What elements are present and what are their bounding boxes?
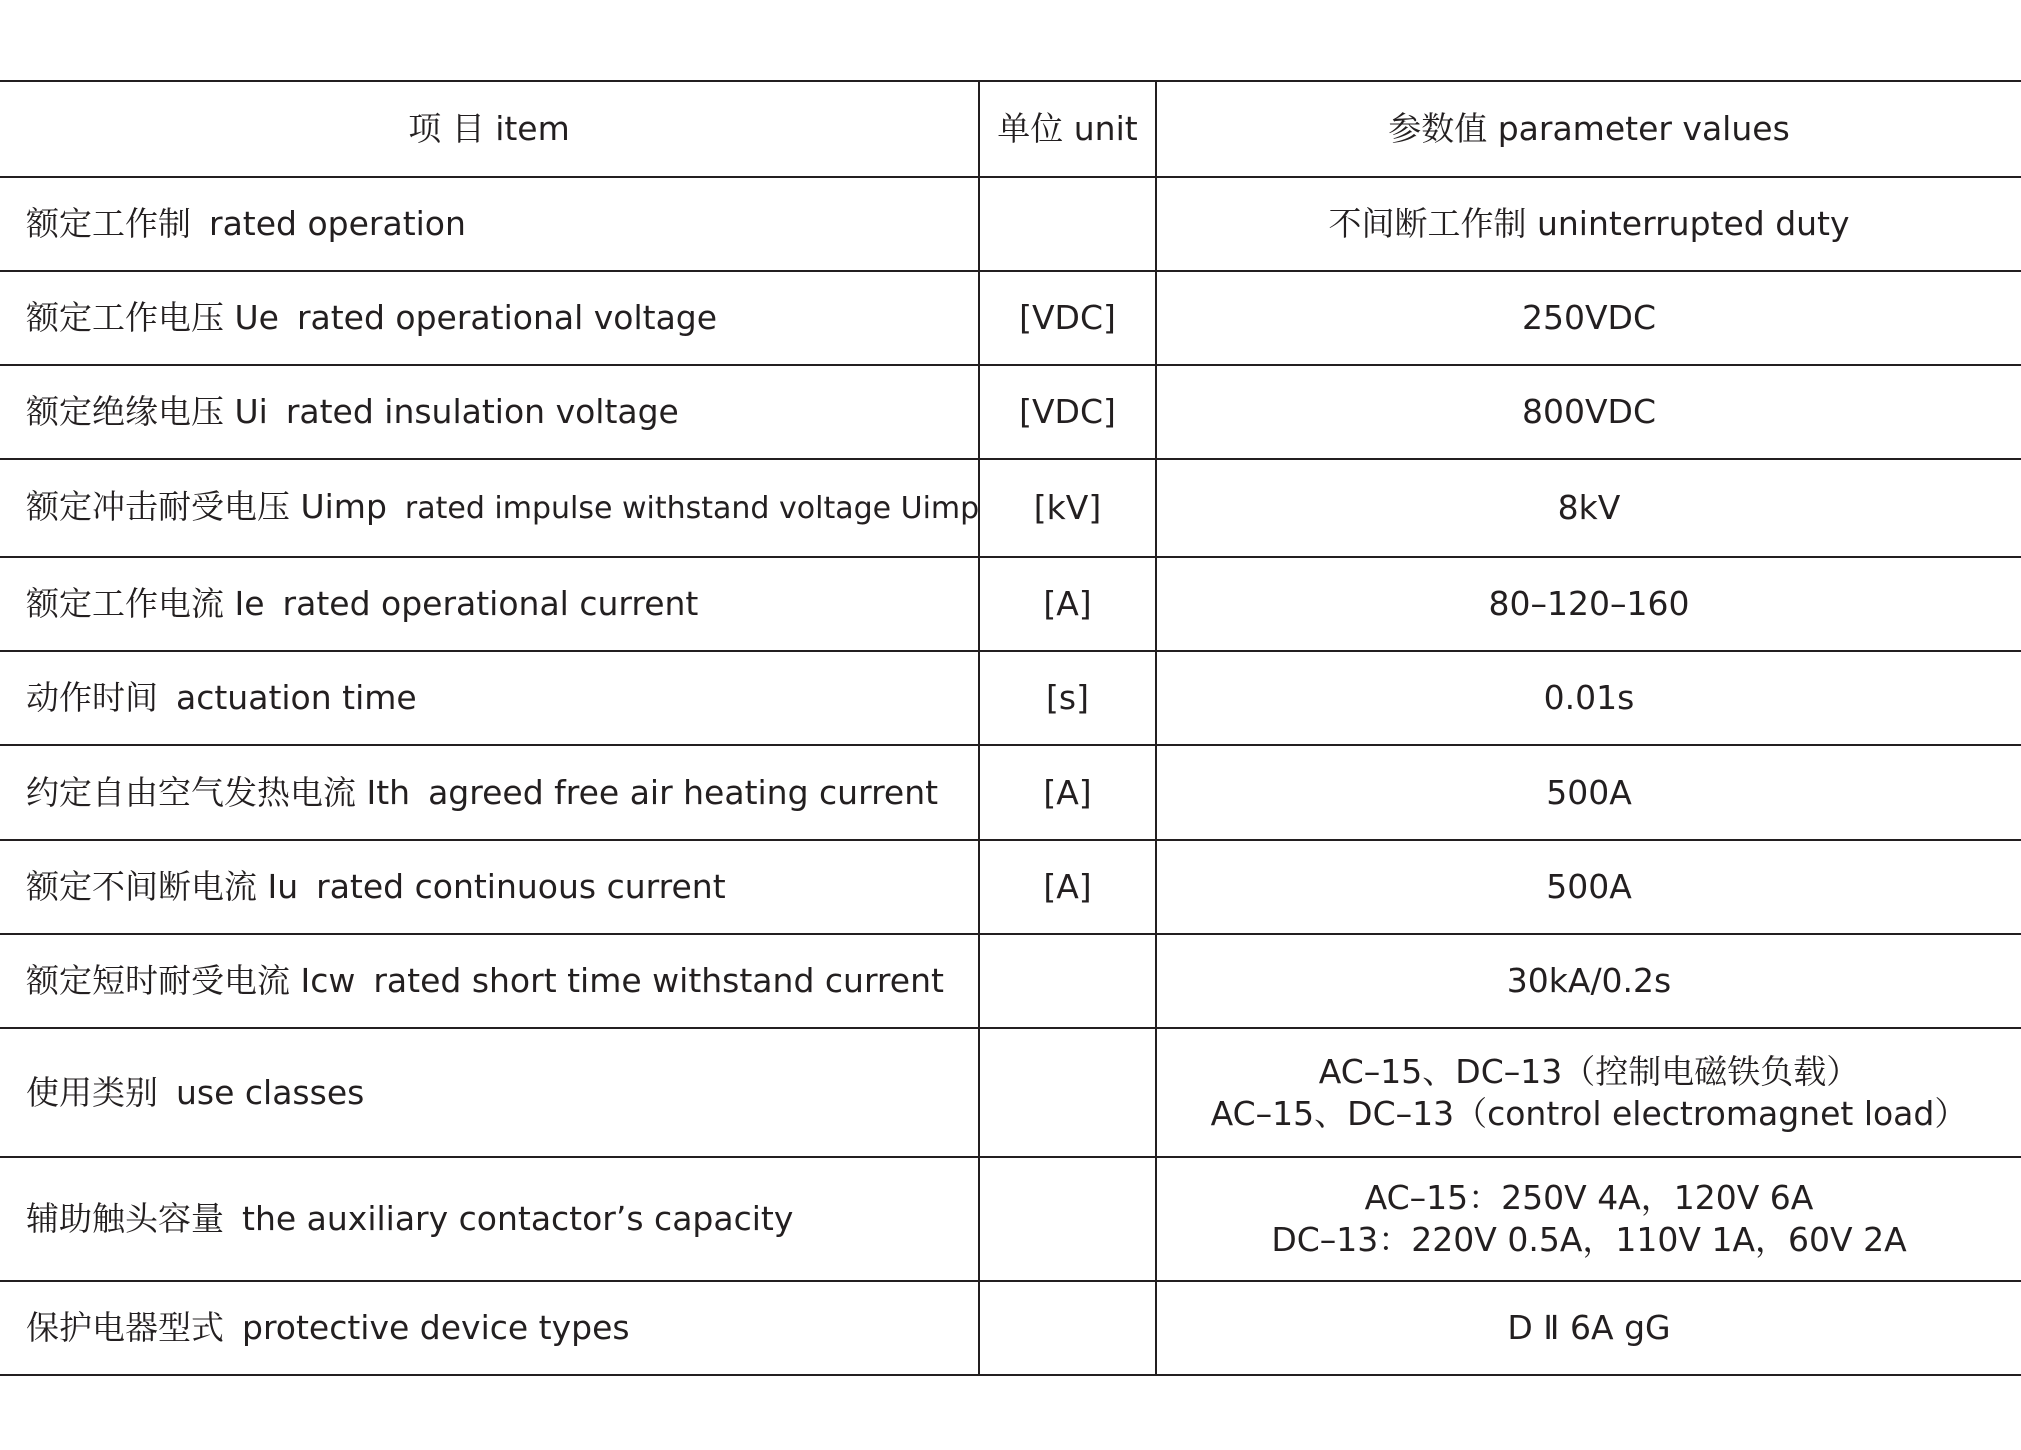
row-item bbox=[0, 557, 979, 651]
value-line: 30kA/0.2s bbox=[1506, 961, 1672, 1000]
value-line: 80–120–160 bbox=[1488, 584, 1690, 623]
table-row bbox=[0, 934, 2021, 1028]
value-line: 不间断工作制 uninterrupted duty bbox=[1328, 204, 1850, 243]
row-unit: [VDC] bbox=[979, 365, 1156, 459]
item-cn: 使用类别 bbox=[26, 1072, 158, 1112]
table-header bbox=[0, 81, 2021, 177]
item-cn: 动作时间 bbox=[26, 678, 158, 717]
table-row bbox=[0, 1028, 2021, 1157]
row-value bbox=[1156, 459, 2021, 557]
row-unit: [s] bbox=[979, 651, 1156, 745]
row-item bbox=[0, 934, 979, 1028]
row-value bbox=[1156, 651, 2021, 745]
row-item bbox=[0, 1157, 979, 1281]
row-value bbox=[1156, 934, 2021, 1028]
table-row bbox=[0, 1157, 2021, 1281]
table-row bbox=[0, 557, 2021, 651]
row-item bbox=[0, 177, 979, 271]
table-body bbox=[0, 177, 2021, 1375]
item-en: rated impulse withstand voltage Uimp bbox=[404, 491, 980, 526]
value-line: 500A bbox=[1546, 772, 1632, 812]
item-en: rated short time withstand current bbox=[373, 961, 944, 1000]
item-en: rated operational current bbox=[282, 584, 699, 623]
value-line: DC–13：220V 0.5A，110V 1A，60V 2A bbox=[1271, 1220, 1907, 1259]
item-cn: 保护电器型式 bbox=[26, 1308, 224, 1347]
row-item bbox=[0, 271, 979, 365]
item-en: rated insulation voltage bbox=[285, 392, 679, 431]
value-line: AC–15：250V 4A，120V 6A bbox=[1364, 1178, 1814, 1217]
header-unit: 单位 unit bbox=[979, 81, 1156, 177]
table-row bbox=[0, 651, 2021, 745]
item-cn: 额定冲击耐受电压 Uimp bbox=[26, 487, 387, 526]
value-line: AC–15、DC–13（control electromagnet load） bbox=[1210, 1093, 1968, 1133]
row-unit: [kV] bbox=[979, 459, 1156, 557]
value-line: 250VDC bbox=[1521, 298, 1656, 337]
item-en: rated continuous current bbox=[316, 867, 726, 906]
row-unit: [A] bbox=[979, 557, 1156, 651]
table-row bbox=[0, 1281, 2021, 1375]
row-unit: [A] bbox=[979, 745, 1156, 840]
header-value: 参数值 parameter values bbox=[1388, 109, 1790, 148]
item-cn: 额定工作制 bbox=[26, 204, 191, 243]
row-value bbox=[1156, 745, 2021, 840]
value-line: 800VDC bbox=[1521, 392, 1656, 431]
item-cn: 额定绝缘电压 Ui bbox=[26, 392, 268, 431]
row-item bbox=[0, 365, 979, 459]
row-value bbox=[1156, 557, 2021, 651]
row-item bbox=[0, 459, 979, 557]
value-line: 500A bbox=[1546, 867, 1632, 906]
row-unit bbox=[979, 177, 1156, 271]
value-line: D Ⅱ 6A gG bbox=[1507, 1308, 1671, 1347]
header-row bbox=[0, 81, 2021, 177]
value-line: 8kV bbox=[1557, 488, 1621, 527]
item-en: use classes bbox=[176, 1072, 365, 1112]
row-item bbox=[0, 1281, 979, 1375]
row-value bbox=[1156, 177, 2021, 271]
item-cn: 辅助触头容量 bbox=[26, 1199, 224, 1238]
item-en: actuation time bbox=[176, 678, 417, 717]
row-value bbox=[1156, 1281, 2021, 1375]
table-row bbox=[0, 365, 2021, 459]
row-value bbox=[1156, 1157, 2021, 1281]
row-unit bbox=[979, 1281, 1156, 1375]
row-value bbox=[1156, 840, 2021, 934]
item-cn: 额定短时耐受电流 Icw bbox=[26, 961, 356, 1000]
row-item bbox=[0, 840, 979, 934]
value-line: AC–15、DC–13（控制电磁铁负载） bbox=[1318, 1051, 1860, 1091]
spec-table bbox=[0, 80, 2021, 1376]
row-value bbox=[1156, 271, 2021, 365]
table-row bbox=[0, 745, 2021, 840]
item-cn: 约定自由空气发热电流 Ith bbox=[26, 772, 411, 812]
item-en: rated operational voltage bbox=[296, 298, 718, 337]
row-item bbox=[0, 1028, 979, 1157]
row-unit: [A] bbox=[979, 840, 1156, 934]
row-unit bbox=[979, 1157, 1156, 1281]
row-unit: [VDC] bbox=[979, 271, 1156, 365]
row-unit bbox=[979, 934, 1156, 1028]
header-item: 项 目 item bbox=[408, 109, 570, 148]
item-en: protective device types bbox=[242, 1308, 630, 1347]
item-cn: 额定工作电压 Ue bbox=[26, 298, 279, 337]
row-unit bbox=[979, 1028, 1156, 1157]
table-row bbox=[0, 840, 2021, 934]
item-cn: 额定不间断电流 Iu bbox=[26, 867, 299, 906]
item-cn: 额定工作电流 Ie bbox=[26, 584, 265, 623]
item-en: the auxiliary contactor’s capacity bbox=[242, 1199, 794, 1238]
row-item bbox=[0, 651, 979, 745]
row-value bbox=[1156, 365, 2021, 459]
table-row bbox=[0, 177, 2021, 271]
item-en: rated operation bbox=[209, 204, 466, 243]
table-row bbox=[0, 459, 2021, 557]
table-row bbox=[0, 271, 2021, 365]
row-value bbox=[1156, 1028, 2021, 1157]
row-item bbox=[0, 745, 979, 840]
item-en: agreed free air heating current bbox=[428, 772, 939, 812]
value-line: 0.01s bbox=[1543, 678, 1635, 717]
